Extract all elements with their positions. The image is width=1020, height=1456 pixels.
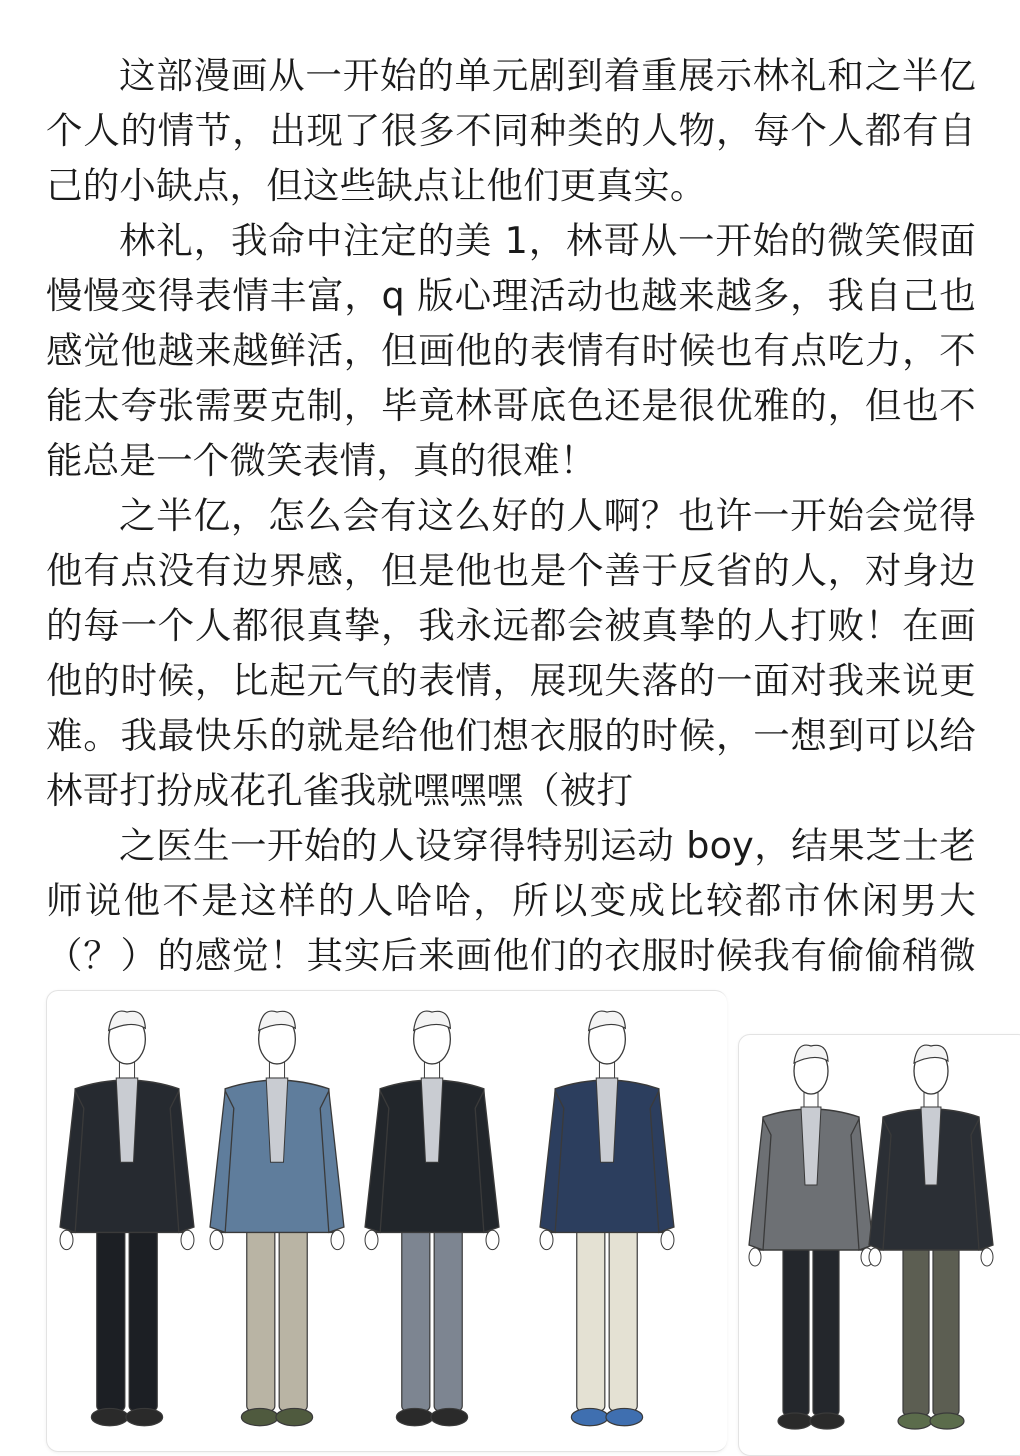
figure-3	[365, 1011, 499, 1426]
character-lineup-illustration	[47, 991, 727, 1451]
figure-5	[749, 1045, 873, 1429]
paragraph: 之医生一开始的人设穿得特别运动 boy，结果芝士老师说他不是这样的人哈哈，所以变成比较都市休闲男大（？）的感觉！其实后来画他们的衣服时候我有偷偷稍微	[46, 824, 976, 977]
figure-1	[60, 1011, 194, 1426]
character-pair-illustration	[739, 1035, 1020, 1455]
article-text	[46, 48, 976, 1038]
paragraph: 之半亿，怎么会有这么好的人啊？也许一开始会觉得他有点没有边界感，但是他也是个善于反省的人，对身边的每一个人都很真挚，我永远都会被真挚的人打败！在画他的时候，比起元气的表情，展现失落的一面对我来说更难。我最快乐的就是给他们想衣服的时候，一想到可以给林哥打扮成花孔雀我就嘿嘿嘿（被打	[46, 494, 976, 812]
paragraph: 林礼，我命中注定的美 1，林哥从一开始的微笑假面慢慢变得表情丰富，q 版心理活动也越来越多，我自己也感觉他越来越鲜活，但画他的表情有时候也有点吃力，不能太夸张需要克制，毕竟林哥底色还是很优雅的，但也不能总是一个微笑表情，真的很难！	[46, 219, 976, 482]
character-outfits-image-left	[46, 990, 727, 1452]
paragraph: 这部漫画从一开始的单元剧到着重展示林礼和之半亿个人的情节，出现了很多不同种类的人物，每个人都有自己的小缺点，但这些缺点让他们更真实。	[46, 54, 976, 207]
figure-4	[540, 1011, 674, 1426]
figure-6	[869, 1045, 993, 1429]
figure-2	[210, 1011, 344, 1426]
character-outfits-image-right	[738, 1034, 1020, 1456]
